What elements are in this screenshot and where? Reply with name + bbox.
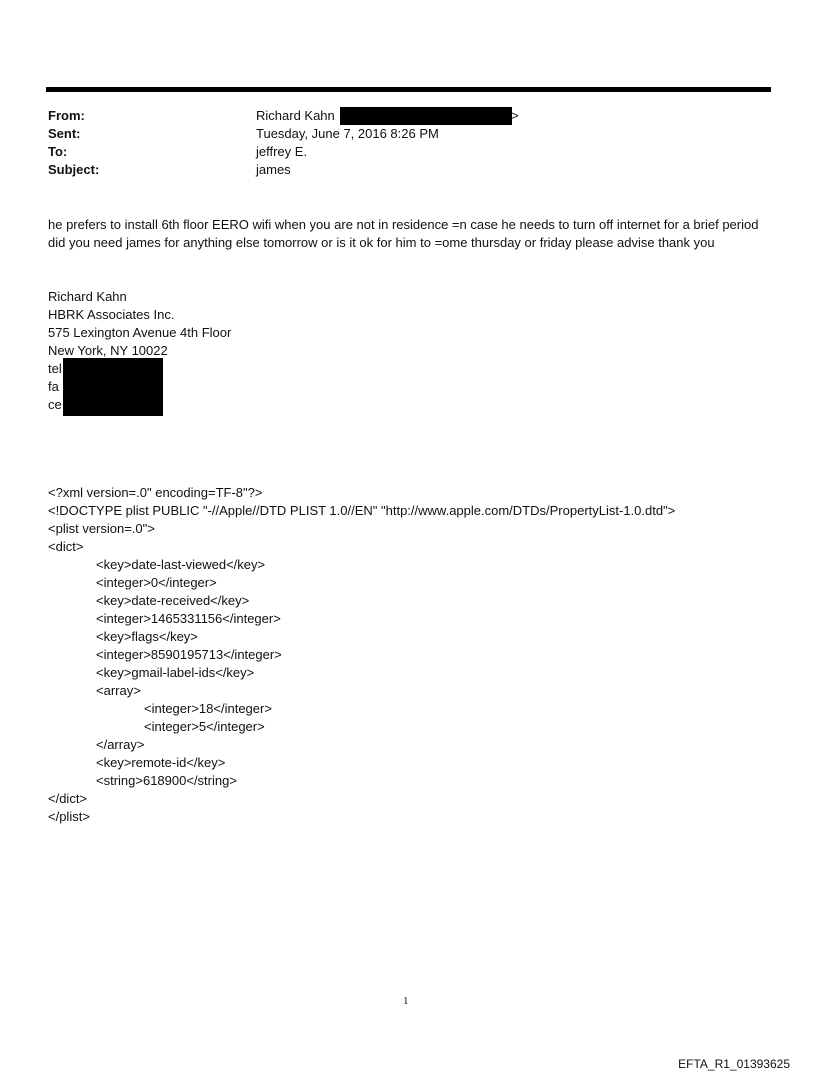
plist-line: <integer>1465331156</integer> bbox=[96, 611, 281, 626]
document-id: EFTA_R1_01393625 bbox=[678, 1057, 790, 1071]
to-row bbox=[48, 143, 768, 161]
plist-line: <integer>18</integer> bbox=[144, 701, 272, 716]
plist-line: <key>date-received</key> bbox=[96, 593, 250, 608]
signature-fax: fa bbox=[48, 379, 59, 394]
plist-line: <!DOCTYPE plist PUBLIC "-//Apple//DTD PLIST 1.0//EN" "http://www.apple.com/DTDs/PropertyList-1.0.dtd"> bbox=[48, 503, 676, 518]
from-name: Richard Kahn bbox=[256, 108, 335, 123]
plist-line: <array> bbox=[96, 683, 141, 698]
from-trail: > bbox=[511, 108, 519, 123]
plist-line: <key>remote-id</key> bbox=[96, 755, 226, 770]
sent-label: Sent: bbox=[48, 126, 81, 141]
subject-row bbox=[48, 161, 768, 179]
signature-address-line2: New York, NY 10022 bbox=[48, 343, 168, 358]
plist-line: <dict> bbox=[48, 539, 84, 554]
redaction-block bbox=[340, 107, 512, 125]
signature-company: HBRK Associates Inc. bbox=[48, 307, 175, 322]
plist-line: <integer>8590195713</integer> bbox=[96, 647, 282, 662]
plist-line: </plist> bbox=[48, 809, 90, 824]
plist-line: <plist version=.0"> bbox=[48, 521, 155, 536]
plist-line: <string>618900</string> bbox=[96, 773, 237, 788]
signature-name: Richard Kahn bbox=[48, 289, 127, 304]
plist-line: <integer>0</integer> bbox=[96, 575, 217, 590]
plist-line: </array> bbox=[96, 737, 145, 752]
signature-address-line1: 575 Lexington Avenue 4th Floor bbox=[48, 325, 232, 340]
plist-line: </dict> bbox=[48, 791, 88, 806]
sent-row bbox=[48, 125, 768, 143]
email-body: he prefers to install 6th floor EERO wifi when you are not in residence =n case he needs to turn off internet for a brief period did you need james for anything else tomorrow or is it ok for him to =ome thursday or friday please advise thank you bbox=[48, 217, 759, 250]
redaction-block bbox=[63, 358, 163, 416]
subject-label: Subject: bbox=[48, 162, 100, 177]
signature-cell: ce bbox=[48, 397, 62, 412]
header-rule bbox=[46, 87, 771, 92]
signature-tel: tel bbox=[48, 361, 62, 376]
from-value bbox=[256, 107, 519, 125]
from-label: From: bbox=[48, 108, 85, 123]
plist-line: <key>gmail-label-ids</key> bbox=[96, 665, 255, 680]
plist-line: <key>date-last-viewed</key> bbox=[96, 557, 266, 572]
sent-value: Tuesday, June 7, 2016 8:26 PM bbox=[256, 126, 439, 141]
from-row bbox=[48, 107, 768, 125]
plist-line: <?xml version=.0" encoding=TF-8"?> bbox=[48, 485, 263, 500]
subject-value: james bbox=[256, 162, 291, 177]
to-label: To: bbox=[48, 144, 68, 159]
plist-line: <integer>5</integer> bbox=[144, 719, 265, 734]
page-number: 1 bbox=[403, 995, 409, 1007]
to-value: jeffrey E. bbox=[256, 144, 308, 159]
plist-line: <key>flags</key> bbox=[96, 629, 198, 644]
plist-block bbox=[48, 484, 675, 826]
